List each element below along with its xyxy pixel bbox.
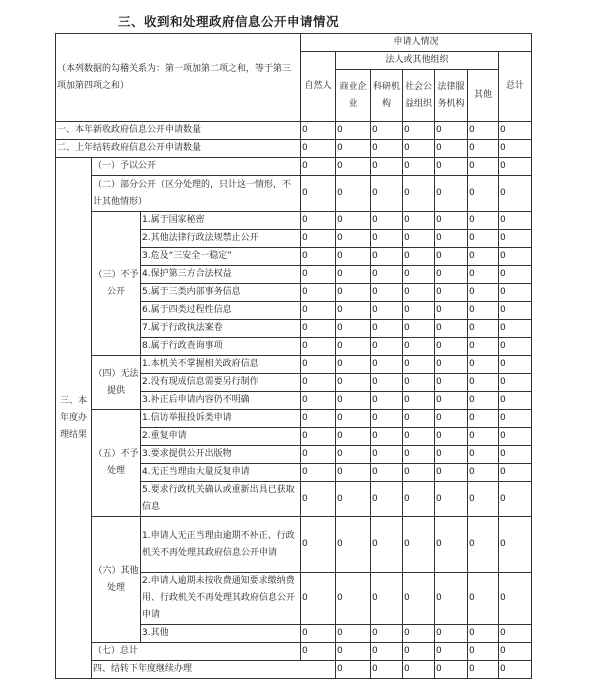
not-public-item: 3.危及“三安全一稳定” [141, 248, 301, 266]
value-cell: 0 [468, 410, 499, 428]
value-cell: 0 [336, 392, 371, 410]
value-cell: 0 [435, 230, 468, 248]
not-public-item: 7.属于行政执法案卷 [141, 320, 301, 338]
value-cell: 0 [371, 625, 403, 643]
other-handling-item: 2.申请人逾期未按收费通知要求缴纳费用、行政机关不再处理其政府信息公开申请 [141, 573, 301, 625]
table-row [56, 517, 532, 573]
value-cell: 0 [403, 176, 435, 212]
not-processed-item: 5.要求行政机关确认或重新出具已获取信息 [141, 482, 301, 517]
value-cell: 0 [468, 517, 499, 573]
value-cell: 0 [301, 230, 336, 248]
disclosure-table [55, 33, 532, 679]
value-cell: 0 [435, 517, 468, 573]
value-cell: 0 [336, 625, 371, 643]
value-cell: 0 [468, 302, 499, 320]
value-cell: 0 [403, 482, 435, 517]
value-cell: 0 [371, 230, 403, 248]
value-cell: 0 [435, 122, 468, 140]
value-cell: 0 [468, 212, 499, 230]
value-cell: 0 [499, 410, 532, 428]
unable-label: （四）无法提供 [92, 356, 141, 410]
header-legal-group: 法人或其他组织 [336, 52, 499, 70]
value-cell: 0 [336, 428, 371, 446]
value-cell: 0 [371, 643, 403, 661]
other-handling-item: 3.其他 [141, 625, 301, 643]
value-cell: 0 [371, 464, 403, 482]
value-cell: 0 [301, 410, 336, 428]
value-cell: 0 [301, 338, 336, 356]
header-other: 其他 [468, 70, 499, 122]
row-label-partial: （二）部分公开（区分处理的，只计这一情形，不计其他情形） [92, 176, 301, 212]
row-label-carry-next: 四、结转下年度继续办理 [92, 661, 336, 679]
value-cell: 0 [435, 176, 468, 212]
value-cell: 0 [336, 643, 371, 661]
value-cell: 0 [371, 517, 403, 573]
value-cell: 0 [499, 464, 532, 482]
value-cell: 0 [468, 158, 499, 176]
not-public-item: 6.属于四类过程性信息 [141, 302, 301, 320]
value-cell: 0 [468, 248, 499, 266]
value-cell: 0 [301, 374, 336, 392]
header-research: 科研机构 [371, 70, 403, 122]
value-cell: 0 [371, 158, 403, 176]
other-handling-label: （六）其他处理 [92, 517, 141, 643]
value-cell: 0 [499, 302, 532, 320]
value-cell: 0 [301, 302, 336, 320]
value-cell: 0 [403, 356, 435, 374]
value-cell: 0 [336, 248, 371, 266]
value-cell: 0 [435, 643, 468, 661]
value-cell: 0 [403, 661, 435, 679]
value-cell: 0 [435, 356, 468, 374]
header-note: （本列数据的勾稽关系为：第一项加第二项之和，等于第三项加第四项之和） [56, 34, 301, 122]
value-cell: 0 [403, 230, 435, 248]
value-cell: 0 [468, 625, 499, 643]
value-cell: 0 [371, 428, 403, 446]
value-cell: 0 [468, 446, 499, 464]
value-cell: 0 [371, 573, 403, 625]
value-cell: 0 [468, 140, 499, 158]
value-cell: 0 [301, 140, 336, 158]
value-cell: 0 [499, 230, 532, 248]
value-cell: 0 [499, 212, 532, 230]
table-row [56, 410, 532, 428]
value-cell: 0 [435, 212, 468, 230]
value-cell: 0 [499, 122, 532, 140]
row-label-public: （一）予以公开 [92, 158, 301, 176]
value-cell: 0 [301, 446, 336, 464]
value-cell: 0 [403, 573, 435, 625]
header-legal-service: 法律服务机构 [435, 70, 468, 122]
value-cell: 0 [403, 392, 435, 410]
value-cell: 0 [371, 140, 403, 158]
value-cell: 0 [499, 573, 532, 625]
value-cell: 0 [301, 625, 336, 643]
value-cell: 0 [301, 482, 336, 517]
value-cell: 0 [403, 122, 435, 140]
value-cell: 0 [499, 643, 532, 661]
value-cell: 0 [336, 446, 371, 464]
table-row [56, 212, 532, 230]
value-cell: 0 [468, 284, 499, 302]
header-social: 社会公益组织 [403, 70, 435, 122]
value-cell: 0 [468, 464, 499, 482]
row-label-new-received: 一、本年新收政府信息公开申请数量 [56, 122, 301, 140]
value-cell: 0 [301, 573, 336, 625]
value-cell: 0 [301, 643, 336, 661]
value-cell: 0 [403, 464, 435, 482]
value-cell: 0 [499, 284, 532, 302]
value-cell: 0 [301, 517, 336, 573]
table-row [56, 356, 532, 374]
value-cell: 0 [403, 446, 435, 464]
value-cell: 0 [371, 661, 403, 679]
unable-item: 1.本机关不掌握相关政府信息 [141, 356, 301, 374]
value-cell: 0 [371, 122, 403, 140]
value-cell: 0 [301, 320, 336, 338]
not-public-item: 1.属于国家秘密 [141, 212, 301, 230]
value-cell: 0 [435, 266, 468, 284]
not-public-item: 8.属于行政查询事项 [141, 338, 301, 356]
value-cell: 0 [468, 392, 499, 410]
value-cell: 0 [468, 661, 499, 679]
value-cell: 0 [336, 464, 371, 482]
table-row [56, 140, 532, 158]
value-cell: 0 [435, 284, 468, 302]
value-cell: 0 [435, 248, 468, 266]
value-cell: 0 [499, 158, 532, 176]
value-cell: 0 [499, 338, 532, 356]
unable-item: 2.没有现成信息需要另行制作 [141, 374, 301, 392]
value-cell: 0 [499, 248, 532, 266]
value-cell: 0 [499, 392, 532, 410]
value-cell: 0 [336, 158, 371, 176]
value-cell: 0 [371, 356, 403, 374]
value-cell: 0 [371, 212, 403, 230]
value-cell: 0 [336, 122, 371, 140]
value-cell: 0 [499, 661, 532, 679]
table-body [56, 34, 532, 679]
value-cell: 0 [336, 661, 371, 679]
value-cell: 0 [468, 320, 499, 338]
unable-item: 3.补正后申请内容仍不明确 [141, 392, 301, 410]
not-public-item: 4.保护第三方合法权益 [141, 266, 301, 284]
not-processed-item: 3.要求提供公开出版物 [141, 446, 301, 464]
not-public-item: 5.属于三类内部事务信息 [141, 284, 301, 302]
value-cell: 0 [336, 140, 371, 158]
value-cell: 0 [435, 374, 468, 392]
header-business: 商业企业 [336, 70, 371, 122]
value-cell: 0 [403, 248, 435, 266]
value-cell: 0 [403, 140, 435, 158]
value-cell: 0 [371, 248, 403, 266]
value-cell: 0 [468, 338, 499, 356]
value-cell: 0 [403, 517, 435, 573]
value-cell: 0 [435, 446, 468, 464]
not-processed-label: （五）不予处理 [92, 410, 141, 517]
table-row [56, 643, 532, 661]
value-cell: 0 [468, 230, 499, 248]
value-cell: 0 [403, 266, 435, 284]
value-cell: 0 [371, 302, 403, 320]
value-cell: 0 [403, 374, 435, 392]
value-cell: 0 [301, 248, 336, 266]
value-cell: 0 [435, 410, 468, 428]
value-cell: 0 [435, 573, 468, 625]
value-cell: 0 [403, 212, 435, 230]
value-cell: 0 [468, 482, 499, 517]
value-cell: 0 [301, 356, 336, 374]
other-handling-item: 1.申请人无正当理由逾期不补正、行政机关不再处理其政府信息公开申请 [141, 517, 301, 573]
value-cell: 0 [499, 482, 532, 517]
value-cell: 0 [435, 428, 468, 446]
value-cell: 0 [403, 643, 435, 661]
value-cell: 0 [403, 320, 435, 338]
header-applicant: 申请人情况 [301, 34, 532, 52]
table-row [56, 661, 532, 679]
value-cell: 0 [468, 356, 499, 374]
value-cell: 0 [435, 392, 468, 410]
value-cell: 0 [435, 302, 468, 320]
value-cell: 0 [301, 122, 336, 140]
value-cell: 0 [336, 320, 371, 338]
value-cell: 0 [499, 140, 532, 158]
value-cell: 0 [403, 284, 435, 302]
value-cell: 0 [499, 625, 532, 643]
value-cell: 0 [499, 176, 532, 212]
value-cell: 0 [403, 158, 435, 176]
value-cell: 0 [499, 320, 532, 338]
not-processed-item: 2.重复申请 [141, 428, 301, 446]
table-row [56, 122, 532, 140]
value-cell: 0 [468, 266, 499, 284]
value-cell: 0 [371, 176, 403, 212]
value-cell: 0 [371, 320, 403, 338]
value-cell: 0 [435, 482, 468, 517]
value-cell: 0 [371, 482, 403, 517]
section3-label: 三、本年度办理结果 [56, 158, 92, 679]
value-cell: 0 [468, 428, 499, 446]
value-cell: 0 [435, 338, 468, 356]
value-cell: 0 [301, 284, 336, 302]
value-cell: 0 [468, 122, 499, 140]
not-processed-item: 4.无正当理由大量反复申请 [141, 464, 301, 482]
value-cell: 0 [336, 266, 371, 284]
value-cell: 0 [468, 573, 499, 625]
table-row [56, 176, 532, 212]
value-cell: 0 [336, 410, 371, 428]
value-cell: 0 [301, 212, 336, 230]
value-cell: 0 [499, 374, 532, 392]
value-cell: 0 [371, 374, 403, 392]
header-total: 总计 [499, 52, 532, 122]
value-cell: 0 [403, 338, 435, 356]
value-cell: 0 [499, 517, 532, 573]
value-cell: 0 [301, 464, 336, 482]
value-cell: 0 [336, 517, 371, 573]
page-title: 三、收到和处理政府信息公开申请情况 [118, 14, 340, 29]
value-cell: 0 [371, 284, 403, 302]
value-cell: 0 [403, 410, 435, 428]
value-cell: 0 [336, 482, 371, 517]
value-cell: 0 [336, 302, 371, 320]
value-cell: 0 [403, 625, 435, 643]
value-cell: 0 [403, 428, 435, 446]
value-cell: 0 [468, 176, 499, 212]
value-cell: 0 [336, 284, 371, 302]
value-cell: 0 [371, 410, 403, 428]
value-cell: 0 [371, 446, 403, 464]
value-cell: 0 [435, 625, 468, 643]
value-cell: 0 [435, 320, 468, 338]
value-cell: 0 [301, 428, 336, 446]
not-processed-item: 1.信访举报投诉类申请 [141, 410, 301, 428]
value-cell: 0 [336, 338, 371, 356]
value-cell: 0 [371, 266, 403, 284]
value-cell: 0 [499, 356, 532, 374]
value-cell: 0 [371, 338, 403, 356]
value-cell: 0 [435, 158, 468, 176]
value-cell: 0 [435, 464, 468, 482]
value-cell: 0 [336, 212, 371, 230]
value-cell: 0 [499, 446, 532, 464]
value-cell: 0 [336, 573, 371, 625]
value-cell: 0 [468, 374, 499, 392]
value-cell: 0 [336, 356, 371, 374]
value-cell: 0 [371, 392, 403, 410]
value-cell: 0 [301, 176, 336, 212]
table-row [56, 158, 532, 176]
header-natural: 自然人 [301, 52, 336, 122]
value-cell: 0 [468, 643, 499, 661]
value-cell: 0 [336, 230, 371, 248]
row-label-total: （七）总计 [92, 643, 301, 661]
value-cell: 0 [301, 392, 336, 410]
value-cell: 0 [435, 140, 468, 158]
value-cell: 0 [301, 266, 336, 284]
not-public-label: （三）不予公开 [92, 212, 141, 356]
value-cell: 0 [336, 374, 371, 392]
value-cell: 0 [403, 302, 435, 320]
value-cell: 0 [435, 661, 468, 679]
value-cell: 0 [499, 428, 532, 446]
value-cell: 0 [301, 158, 336, 176]
value-cell: 0 [499, 266, 532, 284]
row-label-carried-over: 二、上年结转政府信息公开申请数量 [56, 140, 301, 158]
value-cell: 0 [336, 176, 371, 212]
not-public-item: 2.其他法律行政法规禁止公开 [141, 230, 301, 248]
